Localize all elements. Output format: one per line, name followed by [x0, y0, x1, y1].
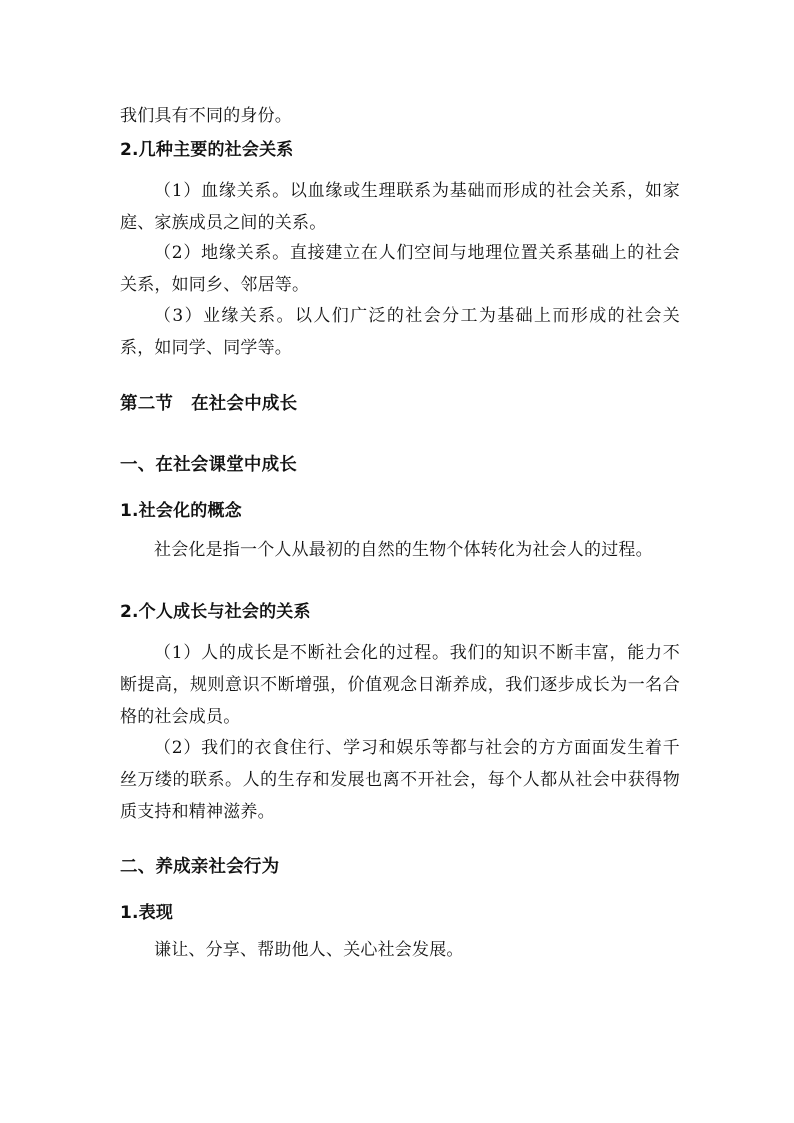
section-number: 第二节 — [120, 394, 174, 414]
paragraph-identity: 我们具有不同的身份。 — [120, 106, 292, 126]
paragraph-geo-relation: （2）地缘关系。直接建立在人们空间与地理位置关系基础上的社会关系，如同乡、邻居等。 — [120, 243, 680, 295]
paragraph-blood-relation: （1）血缘关系。以血缘或生理联系为基础而形成的社会关系，如家庭、家族成员之间的关系。 — [120, 181, 680, 233]
heading-growth-society: 2.个人成长与社会的关系 — [120, 602, 311, 622]
heading-socialization-concept: 1.社会化的概念 — [120, 501, 242, 521]
section-title — [120, 388, 680, 420]
paragraph-manifestation: 谦让、分享、帮助他人、关心社会发展。 — [154, 940, 464, 960]
section-name: 在社会中成长 — [191, 394, 298, 414]
heading-prosocial: 二、养成亲社会行为 — [120, 857, 280, 877]
paragraph-work-relation: （3）业缘关系。以人们广泛的社会分工为基础上而形成的社会关系，如同学、同学等。 — [120, 306, 680, 358]
paragraph-socialization: 社会化是指一个人从最初的自然的生物个体转化为社会人的过程。 — [154, 540, 653, 560]
heading-social-relations: 2.几种主要的社会关系 — [120, 140, 294, 160]
paragraph-growth-1: （1）人的成长是不断社会化的过程。我们的知识不断丰富，能力不断提高，规则意识不断增强，价值观念日渐养成，我们逐步成长为一名合格的社会成员。 — [120, 643, 680, 727]
paragraph-growth-2: （2）我们的衣食住行、学习和娱乐等都与社会的方方面面发生着千丝万缕的联系。人的生存和发展也离不开社会，每个人都从社会中获得物质支持和精神滋养。 — [120, 738, 680, 822]
heading-manifestation: 1.表现 — [120, 903, 174, 923]
heading-grow-in-society: 一、在社会课堂中成长 — [120, 455, 297, 475]
